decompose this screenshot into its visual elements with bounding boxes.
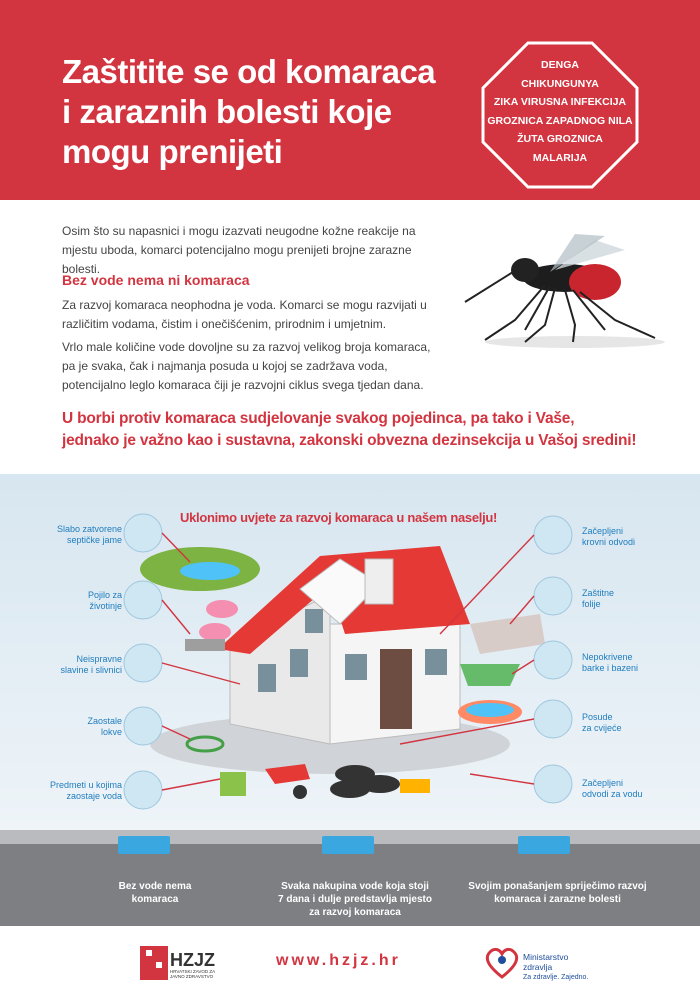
label-taps bbox=[40, 654, 122, 676]
hzjz-full-name bbox=[170, 969, 215, 979]
label-line: Neispravne bbox=[76, 654, 122, 664]
label-flower-pots bbox=[582, 712, 622, 734]
ministry-heart-icon bbox=[484, 944, 520, 980]
callout-line: U borbi protiv komaraca sudjelovanje svakog pojedinca, pa tako i Vaše, bbox=[62, 410, 575, 427]
drain-grate bbox=[118, 836, 170, 854]
label-drains bbox=[582, 778, 643, 800]
label-objects bbox=[30, 780, 122, 802]
label-line: odvodi za vodu bbox=[582, 789, 643, 799]
label-boats-pools bbox=[582, 652, 638, 674]
label-gutters bbox=[582, 526, 635, 548]
disease-item: ZIKA VIRUSNA INFEKCIJA bbox=[493, 96, 627, 109]
label-line: za cvijeće bbox=[582, 723, 622, 733]
org-line: JAVNO ZDRAVSTVO bbox=[170, 974, 214, 979]
label-line: slavine i slivnici bbox=[60, 665, 122, 675]
label-line: Predmeti u kojima bbox=[49, 780, 122, 790]
title-line: Zaštitite se od komaraca bbox=[62, 53, 436, 90]
bottom-line: Svaka nakupina vode koja stoji bbox=[281, 881, 429, 892]
title-line: i zaraznih bolesti koje bbox=[62, 93, 392, 130]
bottom-text-left bbox=[95, 880, 215, 906]
callout-text bbox=[62, 408, 662, 452]
label-puddles bbox=[40, 716, 122, 738]
label-line: Zaštitne bbox=[582, 588, 615, 598]
bottom-line: Svojim ponašanjem spriječimo razvoj bbox=[468, 881, 647, 892]
website-link[interactable]: www.hzjz.hr bbox=[276, 952, 401, 969]
mosquito-illustration bbox=[455, 230, 685, 350]
bottom-line: komaraca bbox=[131, 894, 179, 905]
label-line: lokve bbox=[100, 727, 122, 737]
label-line: Začepljeni bbox=[582, 526, 624, 536]
disease-item: ŽUTA GROZNICA bbox=[517, 133, 603, 146]
paragraph-1: Za razvoj komaraca neophodna je voda. Komarci se mogu razvijati u različitim vodama, čistim i onečišćenim, prirodnim i umjetnim. bbox=[62, 298, 427, 331]
ministry-name bbox=[523, 952, 568, 972]
disease-list bbox=[480, 56, 640, 168]
label-line: Začepljeni bbox=[582, 778, 624, 788]
page-title bbox=[62, 52, 462, 172]
disease-item: MALARIJA bbox=[532, 151, 588, 164]
label-line: Pojilo za bbox=[87, 590, 122, 600]
label-line: Posude bbox=[582, 712, 613, 722]
label-line: barke i bazeni bbox=[582, 663, 639, 673]
label-line: krovni odvodi bbox=[582, 537, 636, 547]
bottom-text-right bbox=[465, 880, 650, 906]
disease-item: DENGA bbox=[541, 59, 579, 71]
scene-title: Uklonimo uvjete za razvoj komaraca u našem naselju! bbox=[180, 510, 498, 525]
disease-item: GROZNICA ZAPADNOG NILA bbox=[487, 114, 633, 127]
bottom-line: komaraca i zarazne bolesti bbox=[494, 894, 621, 905]
label-septic bbox=[40, 524, 122, 546]
bottom-line: 7 dana i dulje predstavlja mjesto bbox=[278, 894, 432, 905]
hzjz-logo-icon bbox=[140, 946, 168, 980]
ministry-line: Ministarstvo bbox=[523, 952, 569, 962]
label-line: Slabo zatvorene bbox=[56, 524, 122, 534]
hzjz-abbr: HZJZ bbox=[170, 950, 215, 970]
label-line: zaostaje voda bbox=[66, 791, 122, 801]
section-heading: Bez vode nema ni komaraca bbox=[62, 272, 250, 288]
intro-paragraph: Osim što su napasnici i mogu izazvati neugodne kožne reakcije na mjestu uboda, komarci potencijalno mogu prenijeti brojne zarazne bolesti. bbox=[62, 224, 416, 276]
bottom-line: za razvoj komaraca bbox=[309, 907, 401, 918]
label-line: Nepokrivene bbox=[582, 652, 633, 662]
label-line: septičke jame bbox=[66, 535, 122, 545]
org-line: HRVATSKI ZAVOD ZA bbox=[170, 969, 216, 974]
callout-line: jednako je važno kao i sustavna, zakonski obvezna dezinsekcija u Vašoj sredini! bbox=[62, 432, 637, 449]
ministry-tagline: Za zdravlje. Zajedno. bbox=[523, 974, 589, 981]
drain-grate bbox=[518, 836, 570, 854]
drain-grate bbox=[322, 836, 374, 854]
title-line: mogu prenijeti bbox=[62, 133, 283, 170]
bottom-line: Bez vode nema bbox=[118, 881, 192, 892]
label-line: Zaostale bbox=[87, 716, 122, 726]
ministry-line: zdravlja bbox=[523, 962, 553, 972]
label-trough bbox=[40, 590, 122, 612]
disease-item: CHIKUNGUNYA bbox=[521, 77, 599, 90]
label-foils bbox=[582, 588, 614, 610]
bottom-text-center bbox=[270, 880, 440, 919]
paragraph-2: Vrlo male količine vode dovoljne su za razvoj velikog broja komaraca, pa je svaka, čak i najmanja posuda u kojoj se zadržava voda, potencijalno leglo komaraca čiji je razvojni ciklus svega tjedan dana. bbox=[62, 340, 431, 392]
label-line: životinje bbox=[89, 601, 122, 611]
label-line: folije bbox=[582, 599, 601, 609]
